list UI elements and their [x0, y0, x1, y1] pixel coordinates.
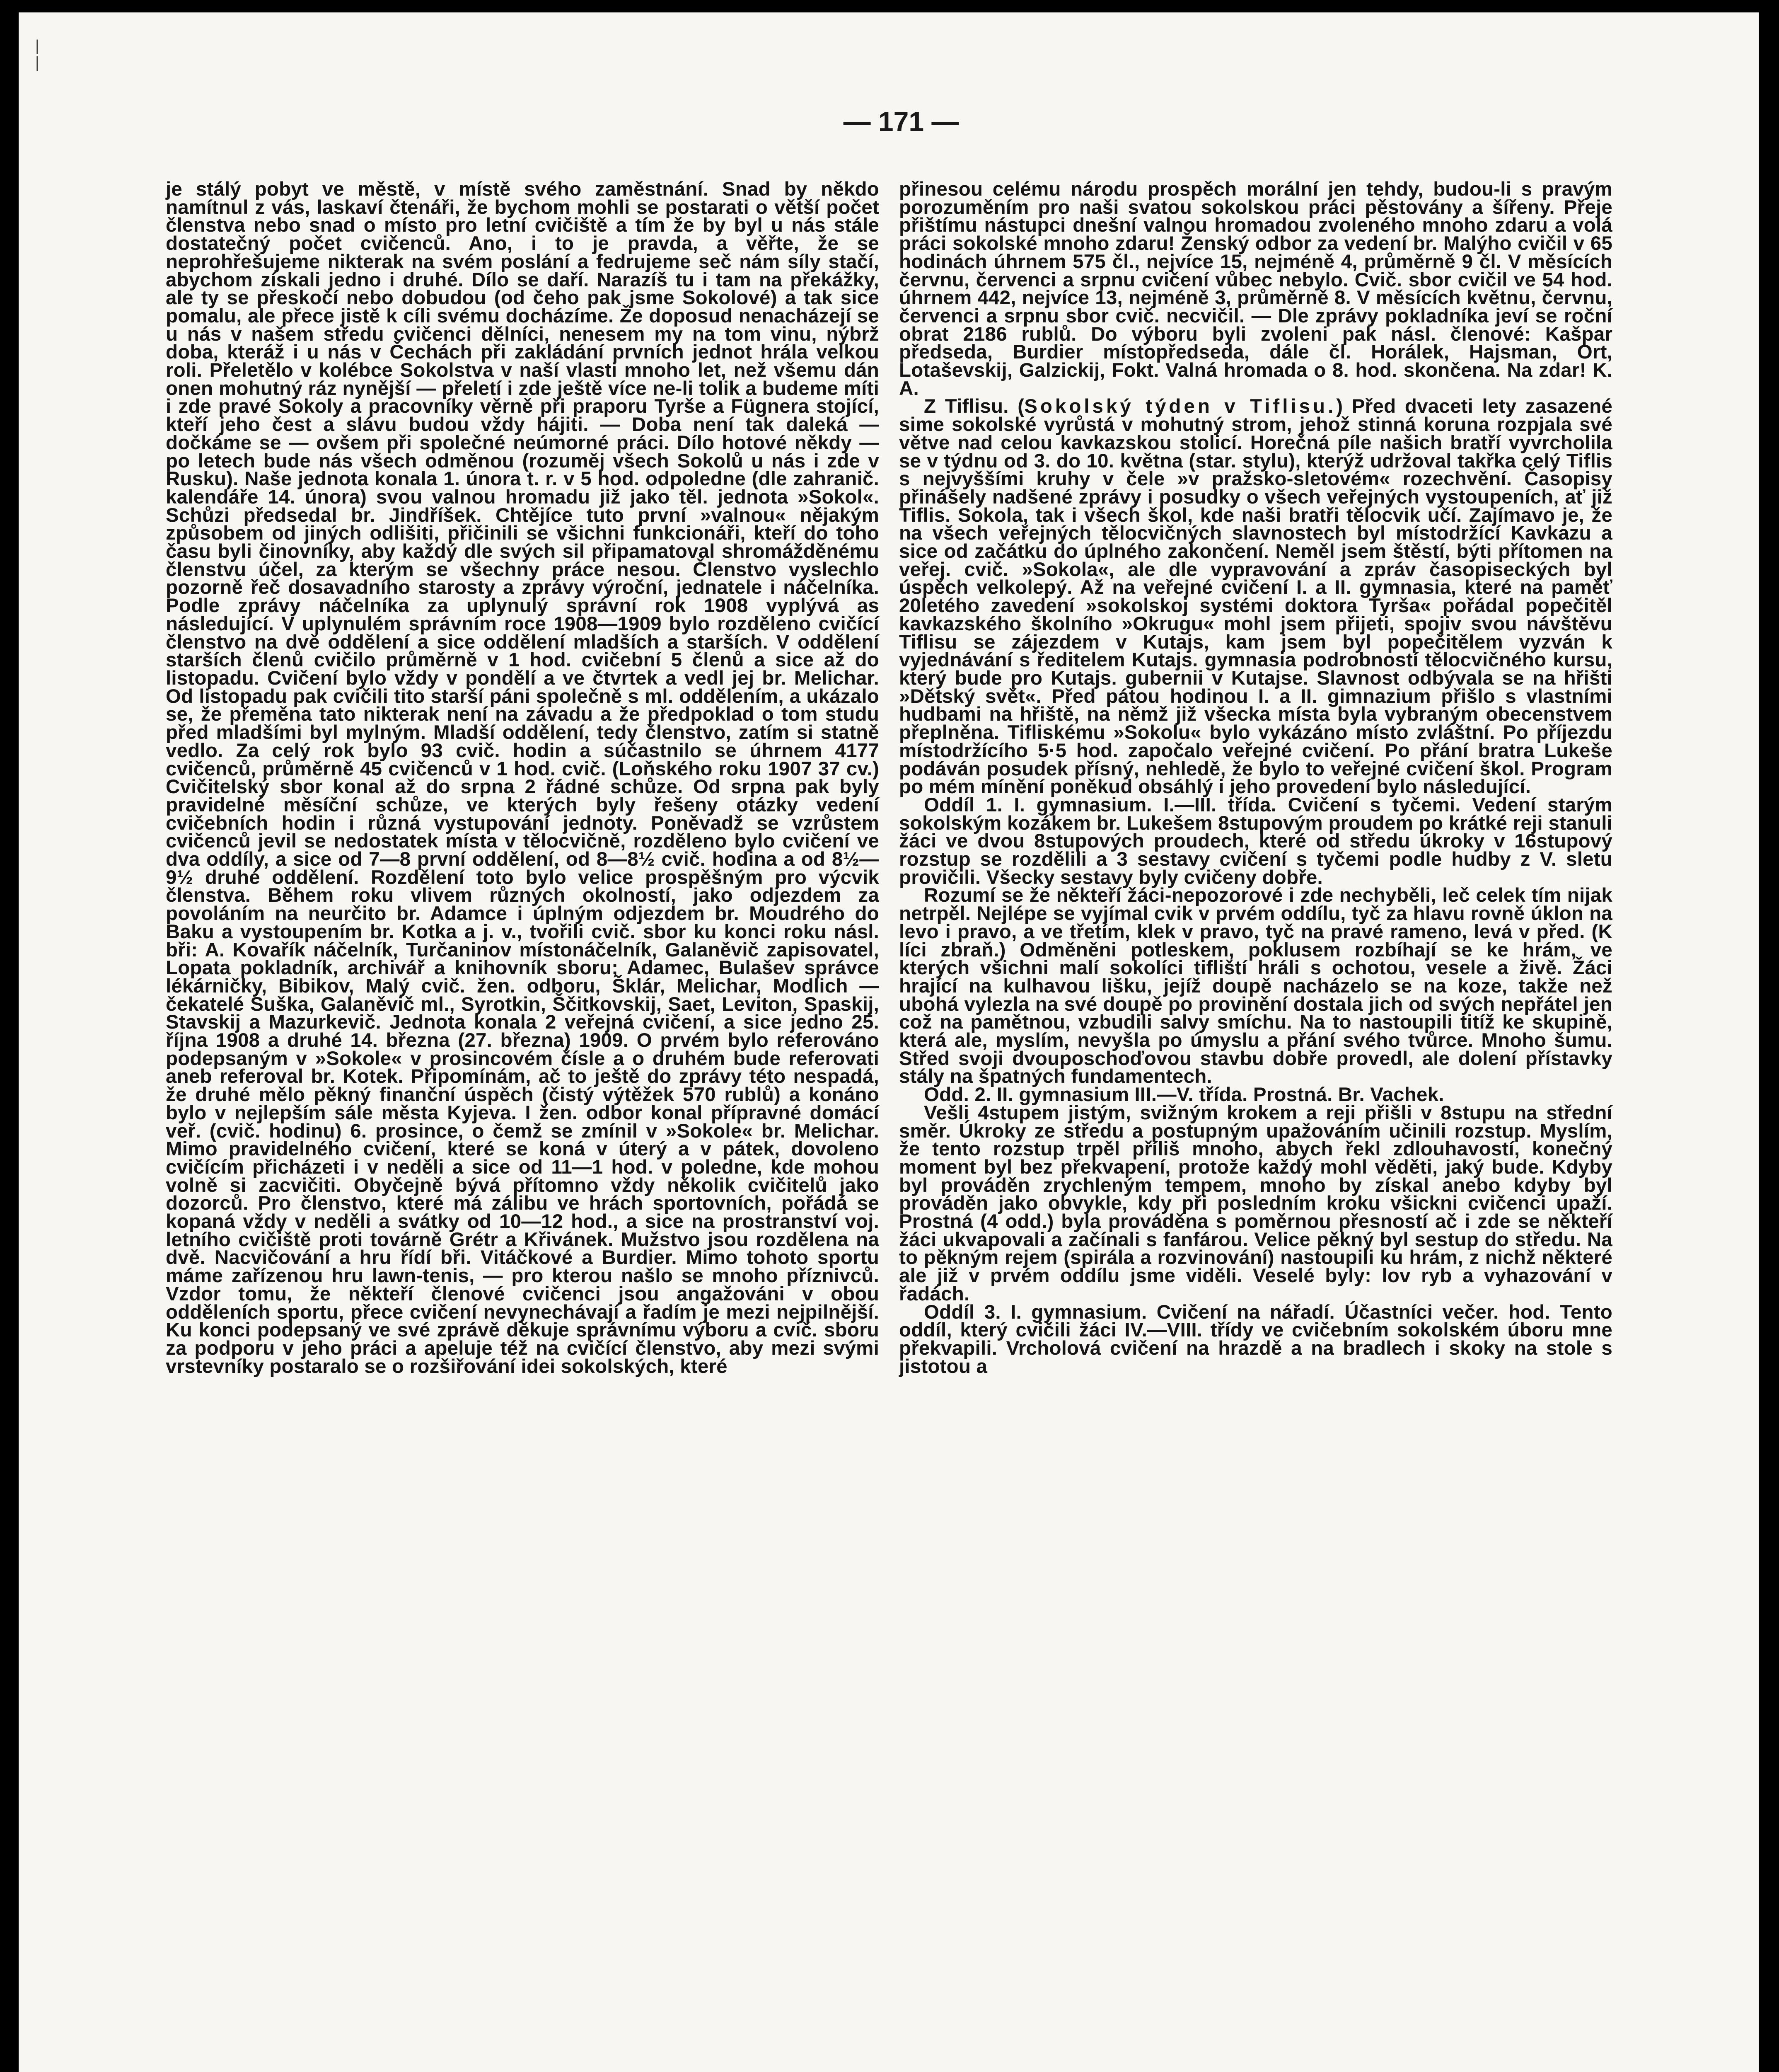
tiflis-text: Před dvaceti lety zasazené sime sokolské vyrůstá v mohutný strom, jehož stinná koruna rozpjala své větve nad celou kavkazskou stolicí. Horečná píle našich bratří vyvrcholila se v týdnu od 3. do 10. května (star. stylu), kterýž udržoval takřka celý Tiflis s nejvyššími kruhy v čele »v pražsko-sletovém« rozechvění. Časopisy přinášely nadšené zprávy i posudky o všech veřejných vystoupeních, ať již Tiflis. Sokola, tak i všech škol, kde naši bratři tělocvik učí. Zajímavo je, že na všech veřejných tělocvičných slavnostech byl místodržící Kavkazu a sice od začátku do úplného zakončení. Neměl jsem štěstí, býti přítomen na veřej. cvič. »Sokola«, ale dle vypravování a zpráv časopiseckých byl úspěch velkolepý. Až na veřejné cvičení I. a II. gymnasia, které na paměť 20letého zavedení »sokolskoj systémi doktora Tyrša« pořádal popečitěl kavkazského školního »Okrugu« mohl jsem přijeti, spojiv svou návštěvu Tiflisu se zájezdem v Kutajs, kam jsem byl popečitělem vyzván k vyjednávání s ředitelem Kutajs. gymnasia podrobností tělocvičného kursu, který bude pro Kutajs. gubernii v Kutajse. Slavnost odbývala se na hřišti »Dětský svět«. Před pátou hodinou I. a II. gimnazium přišlo s vlastními hudbami na hřiště, na němž již všecka místa byla vybraným obecenstvem přeplněna. Tifliskému »Sokolu« bylo vykázáno místo zvláštní. Po příjezdu místodržícího 5·5 hod. započalo veřejné cvičení. Po přání bratra Lukeše podáván posudek přísný, nehledě, že bylo to veřejné cvičení škol. Program po mém mínění poněkud obsáhlý i jeho provedení bylo následující.: [899, 395, 1612, 798]
section-paragraph: Vešli 4stupem jistým, svižným krokem a reji přišli v 8stupu na střední směr. Úkroky ze středu a postupným upažováním učinili rozstup. Myslím, že tento rozstup trpěl příliš mnoho, abych řekl zdlouhavostí, konečný moment byl bez překvapení, protože každý mohl věděti, jaký bude. Kdyby byl prováděn zrychleným tempem, mnoho by získal anebo kdyby byl prováděn jako obvykle, kdy při posledním kroku všickni cvičenci upaží. Prostná (4 odd.) byla prováděna s poměrnou přesností ač i zde se někteří žáci ukvapovali a začínali s fanfárou. Velice pěkný byl sestup do středu. Na to pěkným rejem (spirála a rozvinování) nastoupili ku hrám, z nichž některé ale již v prvém oddílu jsme viděli. Veselé byly: lov ryb a vyhazování v řadách.: [899, 1101, 1612, 1305]
right-column: [899, 180, 1612, 1375]
section-paragraph: Rozumí se že někteří žáci-nepozorové i zde nechyběli, leč celek tím nijak netrpěl. Nejlépe se vyjímal cvik v prvém oddílu, tyč za hlavu rovně úklon na levo i pravo, a ve třetím, klek v pravo, tyč na pravé rameno, levá v před. (K líci zbraň.) Odměněni potleskem, poklusem rozbíhají se ke hrám, ve kterých všichni malí sokolíci tifliští hráli s ochotou, vesele a živě. Žáci hrající na kulhavou lišku, jejíž doupě nacházelo se na koze, takže než ubohá vylezla na své doupě po provinění dostala jich od svých nepřátel jen což na pamětnou, vzbudili salvy smíchu. Na to nastoupili titíž ke skupině, která ale, myslím, nevyšla po úmyslu a přání svého tvůrce. Mnoho šumu. Střed svoji dvouposchoďovou stavbu dobře provedl, ale dolení přístavky stály na špatných fundamentech.: [899, 884, 1612, 1088]
margin-mark-top-2: |: [35, 54, 39, 71]
book-page: [19, 12, 1759, 2072]
section-paragraph: Odd. 2. II. gymnasium III.—V. třída. Prostná. Br. Vachek.: [924, 1084, 1444, 1106]
tiflis-subheading-open: (: [1018, 395, 1025, 418]
left-column: [166, 180, 879, 1375]
margin-mark-top: |: [35, 37, 39, 55]
section-paragraph: Oddíl 3. I. gymnasium. Cvičení na nářadí. Účastníci večer. hod. Tento oddíl, který cvičili žáci IV.—VIII. třídy ve cvičebním sokolském úboru mne překvapili. Vrcholová cvičení na hrazdě a na bradlech i skoky na stole s jistotou a: [899, 1301, 1612, 1377]
page-number: — 171 —: [843, 106, 959, 137]
section-paragraph: Oddíl 1. I. gymnasium. I.—III. třída. Cvičení s tyčemi. Vedení starým sokolským kozákem br. Lukešem 8stupovým proudem po krátké reji stanuli žáci ve dvou 8stupových proudech, které od středu úkroky v 16stupový rozstup se rozdělili a 3 sestavy cvičení s tyčemi podle hudby z V. sletu provičili. Všecky sestavy byly cvičeny dobře.: [899, 794, 1612, 888]
left-column-paragraph: je stálý pobyt ve městě, v místě svého zaměstnání. Snad by někdo namítnul z vás, laskaví čtenáři, že bychom mohli se postarati o větší počet členstva nebo snad o místo pro letní cvičiště a tím že by byl u nás stále dostatečný počet cvičenců. Ano, i to je pravda, a věřte, že se neprohřešujeme nikterak na svém poslání a fedrujeme seč nám síly stačí, abychom získali jedno i druhé. Dílo se daří. Narazíš tu i tam na překážky, ale ty se přeskočí nebo dobudou (od čeho pak jsme Sokolové) a tak sice pomalu, ale přece jistě k cíli svému docházíme. Že doposud nenacházejí se u nás v našem středu cvičenci dělníci, nenesem my na tom vinu, nýbrž doba, kteráž i u nás v Čechách při zakládání prvních jednot hrála velkou roli. Přeletělo v kolébce Sokolstva v naší vlasti mnoho let, než všemu dán onen mohutný ráz nynější — přeletí i zde ještě více ne-li tolik a budeme míti i zde pravé Sokoly a pracovníky věrně při praporu Tyrše a Fügnera stojící, kteří jeho čest a slávu budou vždy hájiti. — Doba není tak daleká — dočkáme se — ovšem při společné neúmorné práci. Dílo hotové někdy — po letech bude nás všech odměnou (rozuměj všech Sokolů u nás i zde v Rusku). Naše jednota konala 1. února t. r. v 5 hod. odpoledne (dle zahranič. kalendáře 14. února) svou valnou hromadu již jako těl. jednota »Sokol«. Schůzi předsedal br. Jindříšek. Chtějíce tuto první »valnou« nějakým způsobem od jiných odlišiti, přičinili se všichni funkcionáři, kteří do toho času byli činovníky, aby každý dle svých sil připamatoval shromážděnému členstvu účel, za kterým se všechny práce nesou. Členstvo vyslechlo pozorně řeč dosavadního starosty a zprávy výroční, jednatele i náčelníka. Podle zprávy náčelníka za uplynulý správní rok 1908 vyplývá as následující. V uplynulém správním roce 1908—1909 bylo rozděleno cvičící členstvo na dvě oddělení a sice oddělení mladších a starších. V oddělení starších členů cvičilo průměrně v 1 hod. cvičební 5 členů a sice až do listopadu. Cvičení bylo vždy v pondělí a ve čtvrtek a vedl jej br. Melichar. Od listopadu pak cvičili tito starší páni společně s ml. oddělením, a ukázalo se, že přeměna tato nikterak není na závadu a že předpoklad o tom studu před mladšími byl mylným. Mladší oddělení, tedy členstvo, zatím si statně vedlo. Za celý rok bylo 93 cvič. hodin a súčastnilo se úhrnem 4177 cvičenců, průměrně 45 cvičenců v 1 hod. cvič. (Loňského roku 1907 37 cv.) Cvičitelský sbor konal až do srpna 2 řádné schůze. Od srpna pak byly pravidelné měsíční schůze, ve kterých byly řešeny otázky vedení cvičebních hodin i různá vystupování jednoty. Poněvadž se vzrůstem cvičenců jevil se nedostatek místa v tělocvičně, rozděleno bylo cvičení ve dva oddíly, a sice od 7—8 první oddělení, od 8—8½ cvič. hodina a od 8½—9½ druhé oddělení. Rozdělení toto bylo velice prospěšným pro výcvik členstva. Během roku vlivem různých okolností, jako odjezdem za povoláním na neurčito br. Adamce i úplným odjezdem br. Moudrého do Baku a vystoupením br. Kotka a j. v., tvořili cvič. sbor ku konci roku násl. bři: A. Kovařík náčelník, Turčaninov místonáčelník, Galaněvič zapisovatel, Lopata pokladník, archivář a knihovník sboru; Adamec, Bulašev správce lékárničky, Bibikov, Malý cvič. žen. odboru, Šklár, Melichar, Modlich — čekatelé Suška, Galaněvič ml., Syrotkin, Ščitkovskij, Saet, Leviton, Spaskij, Stavskij a Mazurkevič. Jednota konala 2 veřejná cvičení, a sice jedno 25. října 1908 a druhé 14. března (27. března) 1909. O prvém bylo referováno podepsaným v »Sokole« v prosincovém čísle a o druhém bude referovati aneb referoval br. Kotek. Připomínám, ač to ještě do zprávy této nespadá, že druhé mělo pěkný finanční úspěch (čistý výtěžek 570 rublů) a konáno bylo v nejlepším sále města Kyjeva. I žen. odbor konal přípravné domácí veř. (cvič. hodinu) 6. prosince, o čemž se zmínil v »Sokole« br. Melichar. Mimo pravidelného cvičení, které se koná v úterý a v pátek, dovoleno cvičícím přicházeti i v neděli a sice od 11—1 hod. v poledne, kde mohou volně si zacvičiti. Obyčejně bývá přítomno vždy několik cvičitelů jako dozorců. Pro členstvo, které má zálibu ve hrách sportovních, pořádá se kopaná vždy v neděli a svátky od 10—12 hod., a sice na prostranství voj. letního cvičiště proti továrně Grétr a Křivánek. Mužstvo jsou rozdělena na dvě. Nacvičování a hru řídí bři. Vitáčkové a Burdier. Mimo tohoto sportu máme zařízenou hru lawn-tenis, — pro kterou našlo se mnoho příznivců. Vzdor tomu, že někteří členové cvičenci jsou angažováni v obou odděleních sportu, přece cvičení nevynechávají a řadím je mezi nejpilnější. Ku konci podepsaný ve své zprávě děkuje správnímu výboru a cvič. sboru za podporu v jeho práci a apeluje též na cvičící členstvo, aby mezi svými vrstevníky postaralo se o rozšiřování idei sokolských, které: [166, 178, 879, 1377]
tiflis-article: [899, 397, 1612, 796]
tiflis-heading: Z Tiflisu.: [924, 395, 1009, 418]
tiflis-subheading-close: ): [1336, 395, 1343, 418]
right-column-paragraph-continuation: přinesou celému národu prospěch morální jen tehdy, budou-li s pravým porozuměním pro naši svatou sokolskou práci pěstovány a šířeny. Přeje přištímu nástupci dnešní valnou hromadou zvoleného mnoho zdaru a volá práci sokolské mnoho zdaru! Ženský odbor za vedení br. Malýho cvičil v 65 hodinách úhrnem 575 čl., nejvíce 15, nejméně 4, průměrně 9 čl. V měsících červnu, červenci a srpnu cvičení vůbec nebylo. Cvič. sbor cvičil ve 54 hod. úhrnem 442, nejvíce 13, nejméně 3, průměrně 8. V měsících květnu, červnu, červenci a srpnu sbor cvič. necvičil. — Dle zprávy pokladníka jeví se roční obrat 2186 rublů. Do výboru byli zvoleni pak násl. členové: Kašpar předseda, Burdier místopředseda, dále čl. Horálek, Hajsman, Ort, Lotaševskij, Galzickij, Fokt. Valná hromada o 8. hod. skončena. Na zdar! K. A.: [899, 178, 1612, 399]
tiflis-subheading: Sokolský týden v Tiflisu.: [1024, 395, 1337, 418]
